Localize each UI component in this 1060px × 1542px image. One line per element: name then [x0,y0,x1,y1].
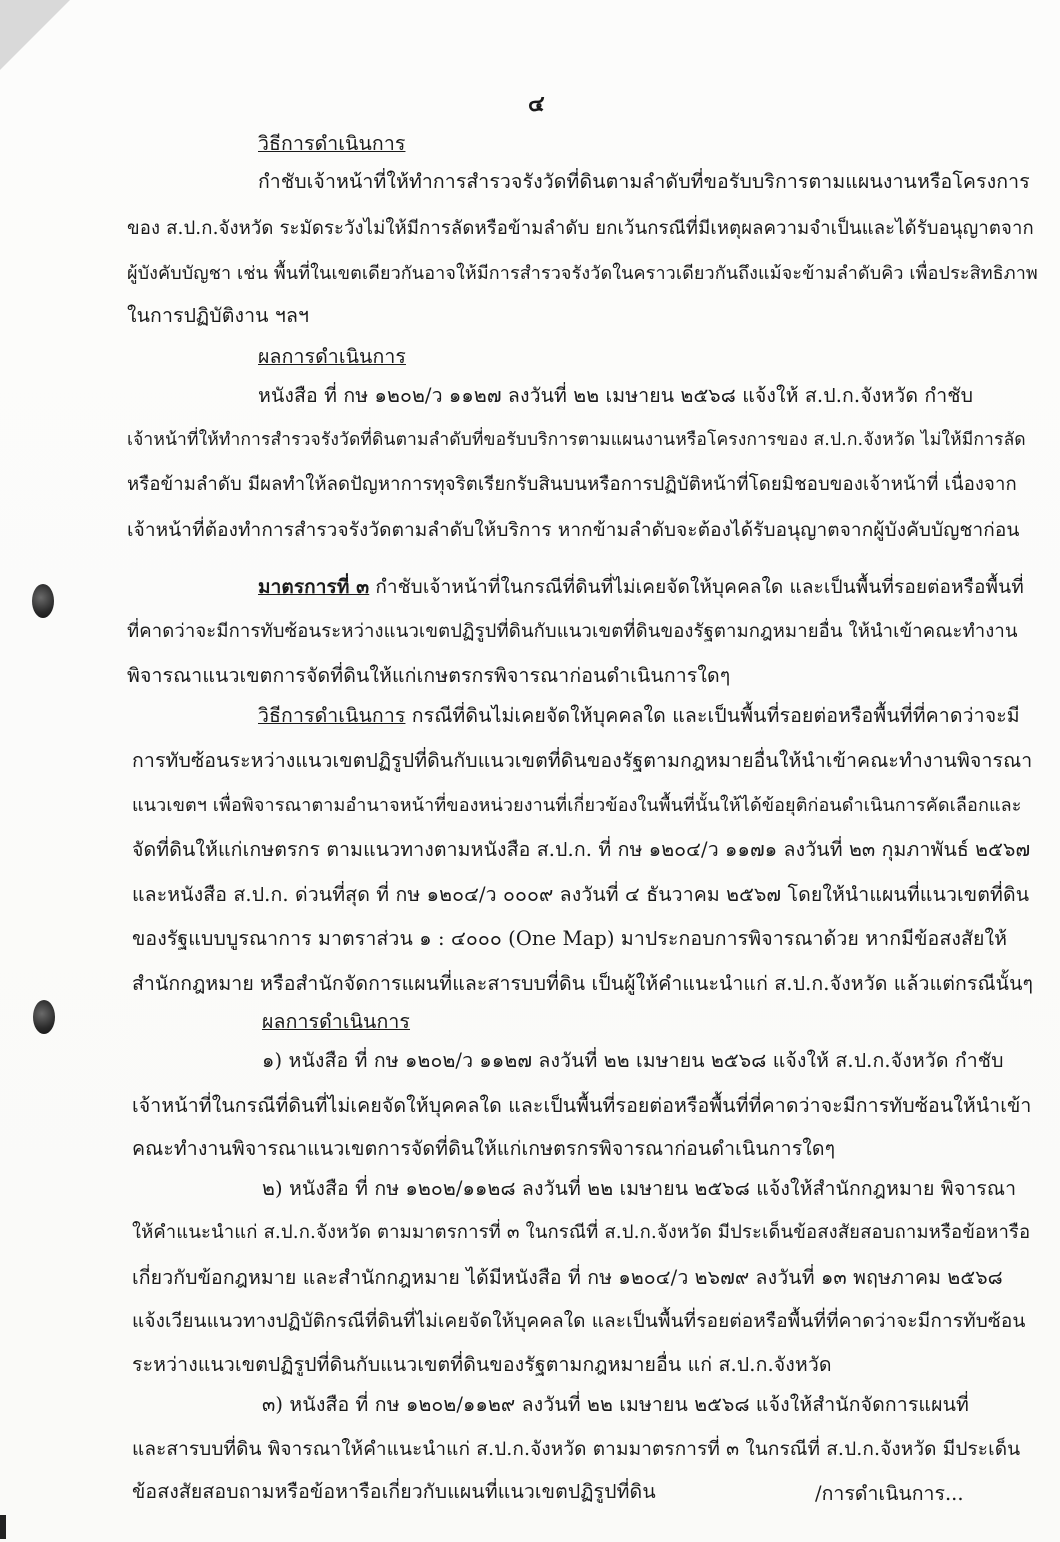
paragraph-line: ของรัฐแบบบูรณาการ มาตราส่วน ๑ : ๔๐๐๐ (One Map) มาประกอบการพิจารณาด้วย หากมีข้อสงสัยให้ [132,927,1008,950]
paragraph-line: เจ้าหน้าที่ให้ทำการสำรวจรังวัดที่ดินตามลำดับที่ขอรับบริการตามแผนงานหรือโครงการของ ส.ป.ก.จังหวัด ไม่ให้มีการลัด [127,430,1026,450]
section-heading-result-1: ผลการดำเนินการ [258,345,406,368]
section-heading-method-1: วิธีการดำเนินการ [258,132,406,155]
paragraph-line: ของ ส.ป.ก.จังหวัด ระมัดระวังไม่ให้มีการลัดหรือข้ามลำดับ ยกเว้นกรณีที่มีเหตุผลความจำเป็นและได้รับอนุญาตจาก [127,218,1034,239]
folded-corner-shadow [0,0,70,70]
section-heading-method-3: วิธีการดำเนินการ [258,704,406,727]
punch-hole-top [32,584,54,618]
paragraph-line: เจ้าหน้าที่ในกรณีที่ดินที่ไม่เคยจัดให้บุคคลใด และเป็นพื้นที่รอยต่อหรือพื้นที่ที่คาดว่าจะมีการทับซ้อนให้นำเข้า [132,1094,1032,1117]
result-item-3: ๓) หนังสือ ที่ กษ ๑๒๐๒/๑๑๒๙ ลงวันที่ ๒๒ เมษายน ๒๕๖๘ แจ้งให้สำนักจัดการแผนที่ [262,1393,970,1416]
paragraph-line: ผู้บังคับบัญชา เช่น พื้นที่ในเขตเดียวกันอาจให้มีการสำรวจรังวัดในคราวเดียวกันถึงแม้จะข้ามลำดับคิว เพื่อประสิทธิภาพ [127,263,1038,284]
paragraph-line: แนวเขตฯ เพื่อพิจารณาตามอำนาจหน้าที่ของหน่วยงานที่เกี่ยวข้องในพื้นที่นั้นให้ได้ข้อยุติก่อนดำเนินการคัดเลือกและ [132,795,1022,816]
paragraph-line: พิจารณาแนวเขตการจัดที่ดินให้แก่เกษตรกรพิจารณาก่อนดำเนินการใดๆ [127,664,731,687]
paragraph-line: การทับซ้อนระหว่างแนวเขตปฏิรูปที่ดินกับแนวเขตที่ดินของรัฐตามกฎหมายอื่นให้นำเข้าคณะทำงานพิจารณา [132,749,1033,772]
paragraph-line: หรือข้ามลำดับ มีผลทำให้ลดปัญหาการทุจริตเรียกรับสินบนหรือการปฏิบัติหน้าที่โดยมิชอบของเจ้าหน้าที่ เนื่องจาก [127,474,1017,495]
result-item-2: ๒) หนังสือ ที่ กษ ๑๒๐๒/๑๑๒๘ ลงวันที่ ๒๒ เมษายน ๒๕๖๘ แจ้งให้สำนักกฎหมาย พิจารณา [262,1177,1017,1200]
paragraph-line: ที่คาดว่าจะมีการทับซ้อนระหว่างแนวเขตปฏิรูปที่ดินกับแนวเขตที่ดินของรัฐตามกฎหมายอื่น ให้นำเข้าคณะทำงาน [127,621,1018,642]
measure-3-line [258,572,1024,602]
method-3-line [258,700,1020,731]
paragraph-line: และสารบบที่ดิน พิจารณาให้คำแนะนำแก่ ส.ป.ก.จังหวัด ตามมาตรการที่ ๓ ในกรณีที่ ส.ป.ก.จังหวัด มีประเด็น [132,1438,1021,1460]
paragraph-line: ระหว่างแนวเขตปฏิรูปที่ดินกับแนวเขตที่ดินของรัฐตามกฎหมายอื่น แก่ ส.ป.ก.จังหวัด [132,1353,832,1376]
paragraph-line: แจ้งเวียนแนวทางปฏิบัติกรณีที่ดินที่ไม่เคยจัดให้บุคคลใด และเป็นพื้นที่รอยต่อหรือพื้นที่ที่คาดว่าจะมีการทับซ้อน [132,1310,1026,1332]
paragraph-line: ข้อสงสัยสอบถามหรือข้อหารือเกี่ยวกับแผนที่แนวเขตปฏิรูปที่ดิน [132,1480,656,1503]
page-number: ๔ [528,91,545,117]
paragraph-line: จัดที่ดินให้แก่เกษตรกร ตามแนวทางตามหนังสือ ส.ป.ก. ที่ กษ ๑๒๐๔/ว ๑๑๗๑ ลงวันที่ ๒๓ กุมภาพันธ์ ๒๕๖๗ [132,838,1031,861]
paragraph-line: คณะทำงานพิจารณาแนวเขตการจัดที่ดินให้แก่เกษตรกรพิจารณาก่อนดำเนินการใดๆ [132,1137,836,1160]
paragraph-line: กำชับเจ้าหน้าที่ให้ทำการสำรวจรังวัดที่ดินตามลำดับที่ขอรับบริการตามแผนงานหรือโครงการ [258,170,1030,193]
paragraph-line: เจ้าหน้าที่ต้องทำการสำรวจรังวัดตามลำดับให้บริการ หากข้ามลำดับจะต้องได้รับอนุญาตจากผู้บังคับบัญชาก่อน [127,519,1020,541]
result-item-1: ๑) หนังสือ ที่ กษ ๑๒๐๒/ว ๑๑๒๗ ลงวันที่ ๒๒ เมษายน ๒๕๖๘ แจ้งให้ ส.ป.ก.จังหวัด กำชับ [262,1049,1004,1072]
paragraph-line: เกี่ยวกับข้อกฎหมาย และสำนักกฎหมาย ได้มีหนังสือ ที่ กษ ๑๒๐๔/ว ๒๖๗๙ ลงวันที่ ๑๓ พฤษภาคม ๒๕๖๘ [132,1266,1003,1289]
scan-edge-mark [0,1515,6,1539]
paragraph-line: และหนังสือ ส.ป.ก. ด่วนที่สุด ที่ กษ ๑๒๐๔/ว ๐๐๐๙ ลงวันที่ ๔ ธันวาคม ๒๕๖๗ โดยให้นำแผนที่แนวเขตที่ดิน [132,883,1030,906]
paragraph-line: หนังสือ ที่ กษ ๑๒๐๒/ว ๑๑๒๗ ลงวันที่ ๒๒ เมษายน ๒๕๖๘ แจ้งให้ ส.ป.ก.จังหวัด กำชับ [258,384,974,407]
paragraph-line: ให้คำแนะนำแก่ ส.ป.ก.จังหวัด ตามมาตรการที่ ๓ ในกรณีที่ ส.ป.ก.จังหวัด มีประเด็นข้อสงสัยสอบถามหรือข้อหารือ [132,1222,1031,1243]
method-3-text: กรณีที่ดินไม่เคยจัดให้บุคคลใด และเป็นพื้นที่รอยต่อหรือพื้นที่ที่คาดว่าจะมี [405,704,1020,727]
measure-3-label: มาตรการที่ ๓ [258,576,370,598]
continuation-marker: /การดำเนินการ... [815,1482,964,1505]
measure-3-text: กำชับเจ้าหน้าที่ในกรณีที่ดินที่ไม่เคยจัดให้บุคคลใด และเป็นพื้นที่รอยต่อหรือพื้นที่ [369,576,1024,598]
section-heading-result-3: ผลการดำเนินการ [262,1010,410,1033]
punch-hole-bottom [33,1000,55,1034]
paragraph-line: ในการปฏิบัติงาน ฯลฯ [127,304,310,327]
paragraph-line: สำนักกฎหมาย หรือสำนักจัดการแผนที่และสารบบที่ดิน เป็นผู้ให้คำแนะนำแก่ ส.ป.ก.จังหวัด แล้วแต่กรณีนั้นๆ [132,972,1034,995]
